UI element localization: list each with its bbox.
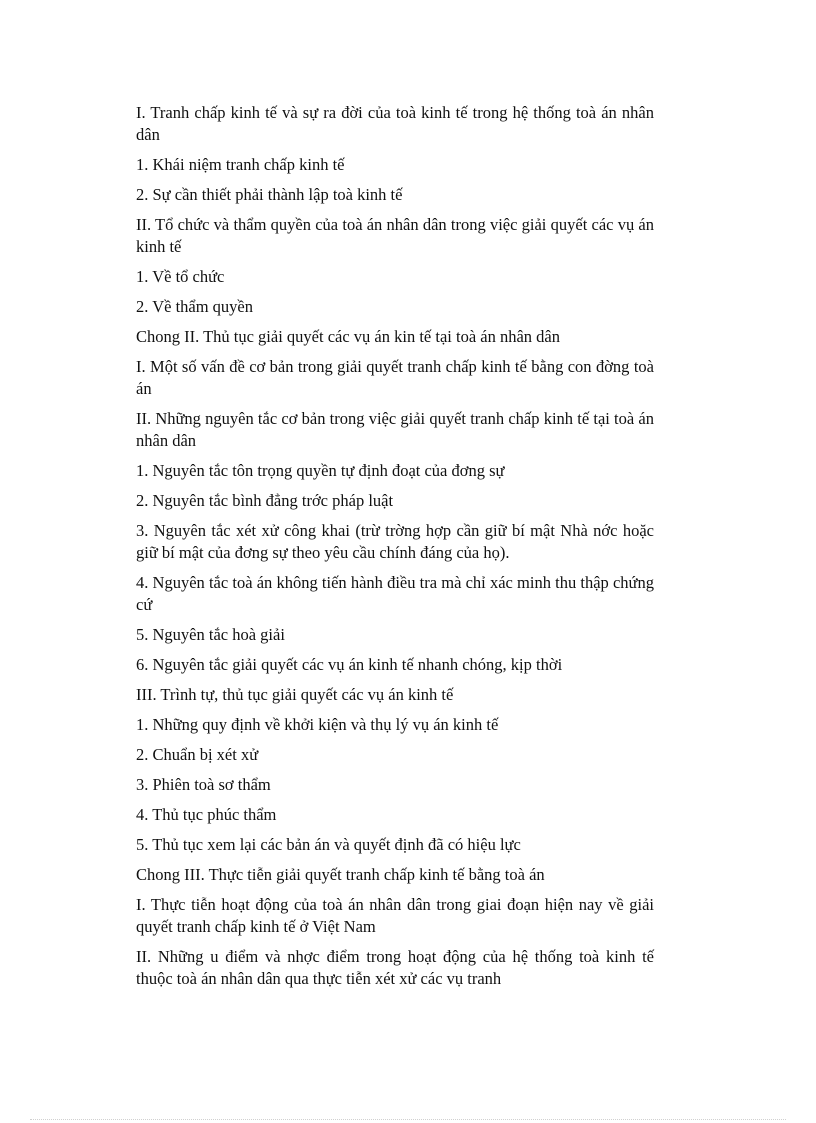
list-item: 1. Về tổ chức bbox=[136, 267, 225, 286]
section-heading: III. Trình tự, thủ tục giải quyết các vụ án kinh tế bbox=[136, 685, 454, 704]
list-item: 2. Chuẩn bị xét xử bbox=[136, 745, 259, 764]
section-heading: I. Thực tiễn hoạt động của toà án nhân dân trong giai đoạn hiện nay về giải quyết tranh chấp kinh tế ở Việt Nam bbox=[136, 895, 654, 936]
list-item: 1. Nguyên tắc tôn trọng quyền tự định đoạt của đơng sự bbox=[136, 461, 505, 480]
list-item: 1. Khái niệm tranh chấp kinh tế bbox=[136, 155, 345, 174]
list-item: 4. Nguyên tắc toà án không tiến hành điều tra mà chỉ xác minh thu thập chứng cứ bbox=[136, 573, 654, 614]
chapter-heading: Chong II. Thủ tục giải quyết các vụ án kin tế tại toà án nhân dân bbox=[136, 327, 560, 346]
section-heading: I. Một số vấn đề cơ bản trong giải quyết tranh chấp kinh tế bằng con đờng toà án bbox=[136, 357, 654, 398]
list-item: 2. Nguyên tắc bình đẳng trớc pháp luật bbox=[136, 491, 394, 510]
section-heading: II. Tổ chức và thẩm quyền của toà án nhân dân trong việc giải quyết các vụ án kinh tế bbox=[136, 215, 654, 256]
section-heading: II. Những nguyên tắc cơ bản trong việc giải quyết tranh chấp kinh tế tại toà án nhân dân bbox=[136, 409, 654, 450]
list-item: 3. Phiên toà sơ thẩm bbox=[136, 775, 271, 794]
list-item: 2. Về thẩm quyền bbox=[136, 297, 254, 316]
list-item: 5. Thủ tục xem lại các bản án và quyết định đã có hiệu lực bbox=[136, 835, 521, 854]
list-item: 1. Những quy định về khởi kiện và thụ lý vụ án kinh tế bbox=[136, 715, 499, 734]
document-body bbox=[136, 102, 654, 998]
list-item: 3. Nguyên tắc xét xử công khai (trừ trờng hợp cần giữ bí mật Nhà nớc hoặc giữ bí mật của đơng sự theo yêu cầu chính đáng của họ). bbox=[136, 521, 654, 562]
list-item: 2. Sự cần thiết phải thành lập toà kinh tế bbox=[136, 185, 403, 204]
list-item: 6. Nguyên tắc giải quyết các vụ án kinh tế nhanh chóng, kịp thời bbox=[136, 655, 563, 674]
section-heading: II. Những u điểm và nhợc điểm trong hoạt động của hệ thống toà kinh tế thuộc toà án nhân dân qua thực tiễn xét xử các vụ tranh bbox=[136, 947, 654, 988]
chapter-heading: Chong III. Thực tiễn giải quyết tranh chấp kinh tế bằng toà án bbox=[136, 865, 545, 884]
list-item: 4. Thủ tục phúc thẩm bbox=[136, 805, 277, 824]
list-item: 5. Nguyên tắc hoà giải bbox=[136, 625, 285, 644]
page-footer-divider bbox=[30, 1119, 786, 1120]
section-heading: I. Tranh chấp kinh tế và sự ra đời của toà kinh tế trong hệ thống toà án nhân dân bbox=[136, 103, 654, 144]
